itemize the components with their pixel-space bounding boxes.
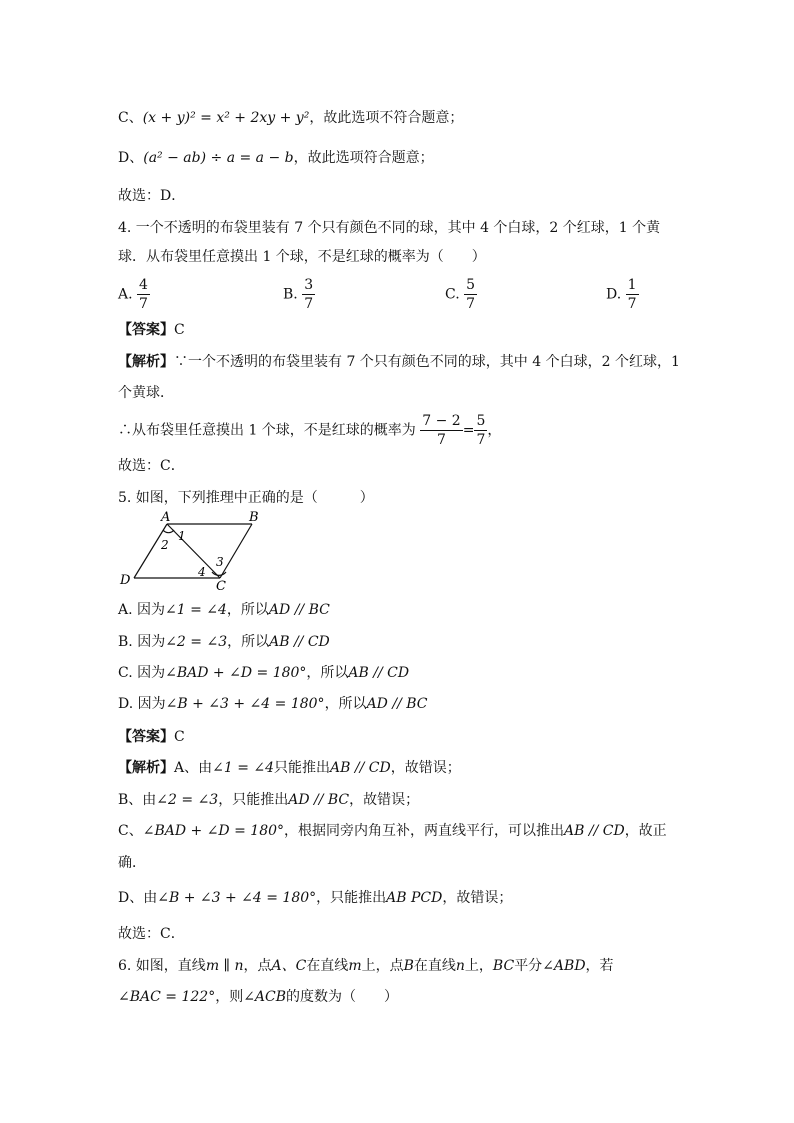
text: ，故此选项不符合题意； — [309, 110, 464, 126]
analysis-text: ∵一个不透明的布袋里装有 7 个只有颜色不同的球，其中 4 个白球，2 个红球，1 — [174, 354, 680, 370]
math-expression: (a² − ab) ÷ a = a − b — [143, 150, 294, 166]
math-expression: ∠1 = ∠4 — [165, 602, 227, 618]
q4-option-b — [283, 276, 315, 313]
option-label: C. — [445, 286, 460, 303]
q4-option-c — [445, 276, 477, 313]
fraction: $\frac{5}{7}$ — [476, 413, 486, 448]
q5-option-d: D. 因为∠B + ∠3 + ∠4 = 180°，所以AD // BC — [118, 696, 428, 712]
answer-label: 【答案】 — [118, 729, 174, 745]
fraction: $\frac{7 - 2}{7}$ — [422, 413, 461, 448]
math-expression: AB // CD — [269, 634, 330, 650]
q4-option-d — [606, 276, 639, 313]
q6-stem-line2: ∠BAC = 122°，则∠ACB的度数为（ ） — [118, 989, 399, 1005]
math-expression: AB // CD — [348, 665, 410, 681]
q4-analysis-line2: 个黄球． — [118, 385, 174, 401]
q5-stem: 5. 如图，下列推理中正确的是（ ） — [118, 490, 374, 506]
answer-value: C — [174, 729, 185, 745]
angle-label-4: 4 — [198, 565, 206, 579]
text: ，故此选项符合题意； — [293, 150, 434, 166]
math-expression: ∠2 = ∠3 — [165, 634, 228, 650]
vertex-label-b: B — [249, 510, 259, 525]
punctuation: ， — [487, 422, 502, 439]
q4-choose: 故选：C． — [118, 458, 185, 474]
prev-choose: 故选：D． — [118, 188, 186, 204]
q5-option-b: B. 因为∠2 = ∠3，所以AB // CD — [118, 634, 330, 650]
q5-answer — [118, 727, 185, 747]
q5-analysis-c-cont: 确． — [118, 855, 146, 871]
answer-value: C — [174, 322, 185, 338]
q6-stem-line1: 6. 如图，直线m ∥ n，点A、C在直线m上，点B在直线n上，BC平分∠ABD，若 — [118, 958, 614, 974]
equals-sign: = — [462, 422, 475, 439]
angle-label-1: 1 — [178, 529, 186, 543]
label: C、 — [118, 110, 143, 126]
vertex-label-a: A — [161, 510, 171, 525]
q5-analysis-a: 【解析】A、由∠1 = ∠4只能推出AB // CD，故错误； — [118, 760, 461, 776]
angle-label-3: 3 — [216, 555, 224, 569]
option-label: D. — [606, 286, 622, 303]
q5-option-c: C. 因为∠BAD + ∠D = 180°，所以AB // CD — [118, 665, 410, 681]
option-label: A. — [118, 286, 133, 303]
math-expression: ∠BAD + ∠D = 180° — [165, 665, 307, 681]
fraction: $\frac{1}{7}$ — [627, 277, 637, 312]
math-expression: AD // BC — [268, 602, 330, 618]
option-label: B. — [283, 286, 298, 303]
q4-analysis-line1 — [118, 352, 680, 372]
q5-analysis-b: B、由∠2 = ∠3，只能推出AD // BC，故错误； — [118, 792, 420, 808]
q5-analysis-d: D、由∠B + ∠3 + ∠4 = 180°，只能推出AB PCD，故错误； — [118, 890, 513, 906]
q5-parallelogram-figure — [112, 510, 272, 590]
segment-ac — [167, 524, 220, 578]
q5-choose: 故选：C． — [118, 926, 185, 942]
vertex-label-d: D — [120, 573, 131, 588]
q4-option-a — [118, 276, 150, 313]
analysis-label: 【解析】 — [118, 354, 174, 370]
segment-cb — [220, 524, 252, 578]
label: D、 — [118, 150, 144, 166]
answer-label: 【答案】 — [118, 322, 174, 338]
math-expression: ∠B + ∠3 + ∠4 = 180° — [165, 696, 325, 712]
q5-analysis-c: C、∠BAD + ∠D = 180°，根据同旁内角互补，两直线平行，可以推出AB // CD，故正 — [118, 823, 667, 839]
math-expression: AD // BC — [366, 696, 428, 712]
q4-answer — [118, 320, 185, 340]
q5-option-a: A. 因为∠1 = ∠4，所以AD // BC — [118, 602, 330, 618]
angle-label-2: 2 — [161, 538, 169, 552]
vertex-label-c: C — [216, 579, 226, 590]
fraction: $\frac{3}{7}$ — [304, 277, 314, 312]
analysis-label: 【解析】 — [118, 760, 174, 776]
q4-analysis-line3 — [118, 412, 501, 449]
fraction: $\frac{4}{7}$ — [139, 277, 148, 312]
math-expression: (x + y)² = x² + 2xy + y² — [142, 110, 310, 126]
angle-arc-a — [163, 530, 174, 533]
fraction: $\frac{5}{7}$ — [466, 277, 476, 312]
q4-stem-line2: 球．从布袋里任意摸出 1 个球，不是红球的概率为（ ） — [118, 249, 486, 265]
prev-answer-d — [118, 148, 434, 168]
analysis-text: ∴从布袋里任意摸出 1 个球，不是红球的概率为 — [118, 422, 416, 439]
prev-answer-c — [118, 108, 463, 128]
q4-stem-line1: 4. 一个不透明的布袋里装有 7 个只有颜色不同的球，其中 4 个白球，2 个红球，1 个黄 — [118, 220, 661, 236]
